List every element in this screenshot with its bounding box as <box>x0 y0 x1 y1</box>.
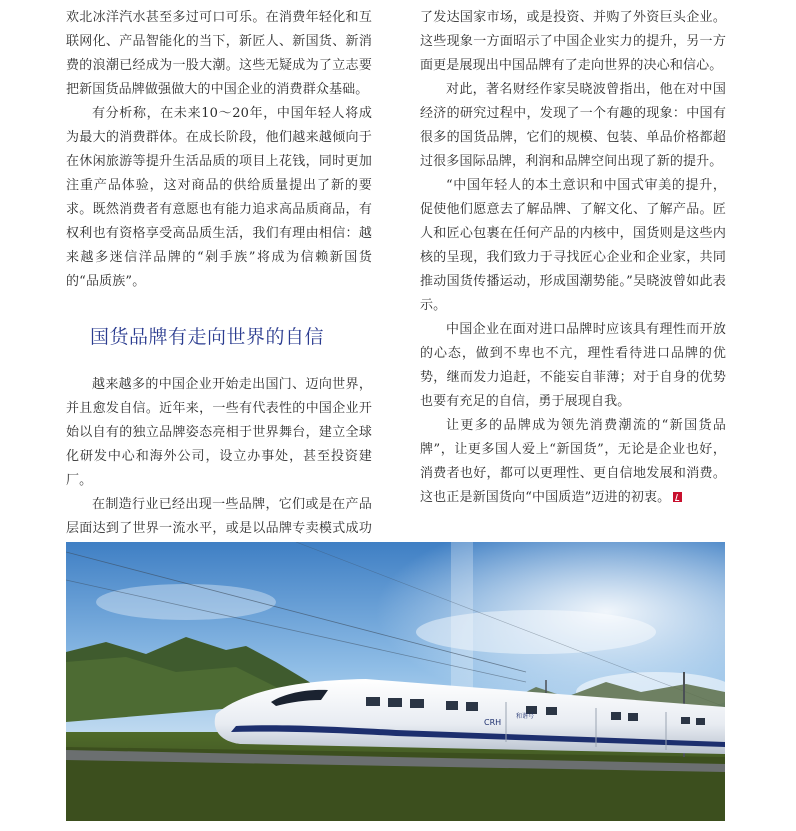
final-paragraph-text: 让更多的品牌成为领先消费潮流的“新国货品牌”，让更多国人爱上“新国货”，无论是企业也好，消费者也好，都可以更理性、更自信地发展和消费。这也正是新国货向“中国质造”迈进的初衷。 <box>420 418 726 505</box>
end-of-article-mark-icon <box>673 492 682 502</box>
train-photo-illustration <box>66 542 725 821</box>
paragraph: 欢北冰洋汽水甚至多过可口可乐。在消费年轻化和互联网化、产品智能化的当下，新匠人、新国货、新消费的浪潮已经成为一股大潮。这些无疑成为了立志要把新国货品牌做强做大的中国企业的消费群众基础。 <box>66 10 372 97</box>
section-heading: 国货品牌有走向世界的自信 <box>90 326 325 348</box>
paragraph: 了发达国家市场，或是投资、并购了外资巨头企业。这些现象一方面昭示了中国企业实力的提升，另一方面更是展现出中国品牌有了走向世界的决心和信心。 <box>420 10 726 73</box>
train-logo-text: CRH <box>484 718 502 727</box>
paragraph: 有分析称，在未来10～20年，中国年轻人将成为最大的消费群体。在成长阶段，他们越来越倾向于在休闲旅游等提升生活品质的项目上花钱，同时更加注重产品体验，这对商品的供给质量提出了新的要求。既然消费者有意愿也有能力追求高品质商品，有权利也有资格享受高品质生活，我们有理由相信：越来越多迷信洋品牌的“剁手族”将成为信赖新国货的“品质族”。 <box>66 106 372 289</box>
paragraph-final <box>420 414 726 510</box>
left-column <box>66 6 372 565</box>
train-cabin-text: 和谐号 <box>516 713 535 720</box>
paragraph: 越来越多的中国企业开始走出国门、迈向世界，并且愈发自信。近年来，一些有代表性的中国企业开始以自有的独立品牌姿态亮相于世界舞台，建立全球化研发中心和海外公司，设立办事处，甚至投资建厂。 <box>66 377 372 488</box>
paragraph: 中国企业在面对进口品牌时应该具有理性而开放的心态，做到不卑也不亢，理性看待进口品牌的优势，继而发力追赶，不能妄自菲薄；对于自身的优势也要有充足的自信，勇于展现自我。 <box>420 322 726 409</box>
right-column <box>420 6 726 510</box>
paragraph: “中国年轻人的本土意识和中国式审美的提升，促使他们愿意去了解品牌、了解文化、了解产品。匠人和匠心包裹在任何产品的内核中，国货则是这些内核的呈现，我们致力于寻找匠心企业和企业家，共同推动国货传播运动，形成国潮势能。”吴晓波曾如此表示。 <box>420 178 726 313</box>
paragraph: 对此，著名财经作家吴晓波曾指出，他在对中国经济的研究过程中，发现了一个有趣的现象：中国有很多的国货品牌，它们的规模、包装、单品价格都超过很多国际品牌，利润和品牌空间出现了新的提升。 <box>420 82 726 169</box>
paragraph: 在制造行业已经出现一些品牌，它们或是在产品层面达到了世界一流水平，或是以品牌专卖模式成功 <box>66 497 372 536</box>
high-speed-train-photo <box>66 542 725 821</box>
